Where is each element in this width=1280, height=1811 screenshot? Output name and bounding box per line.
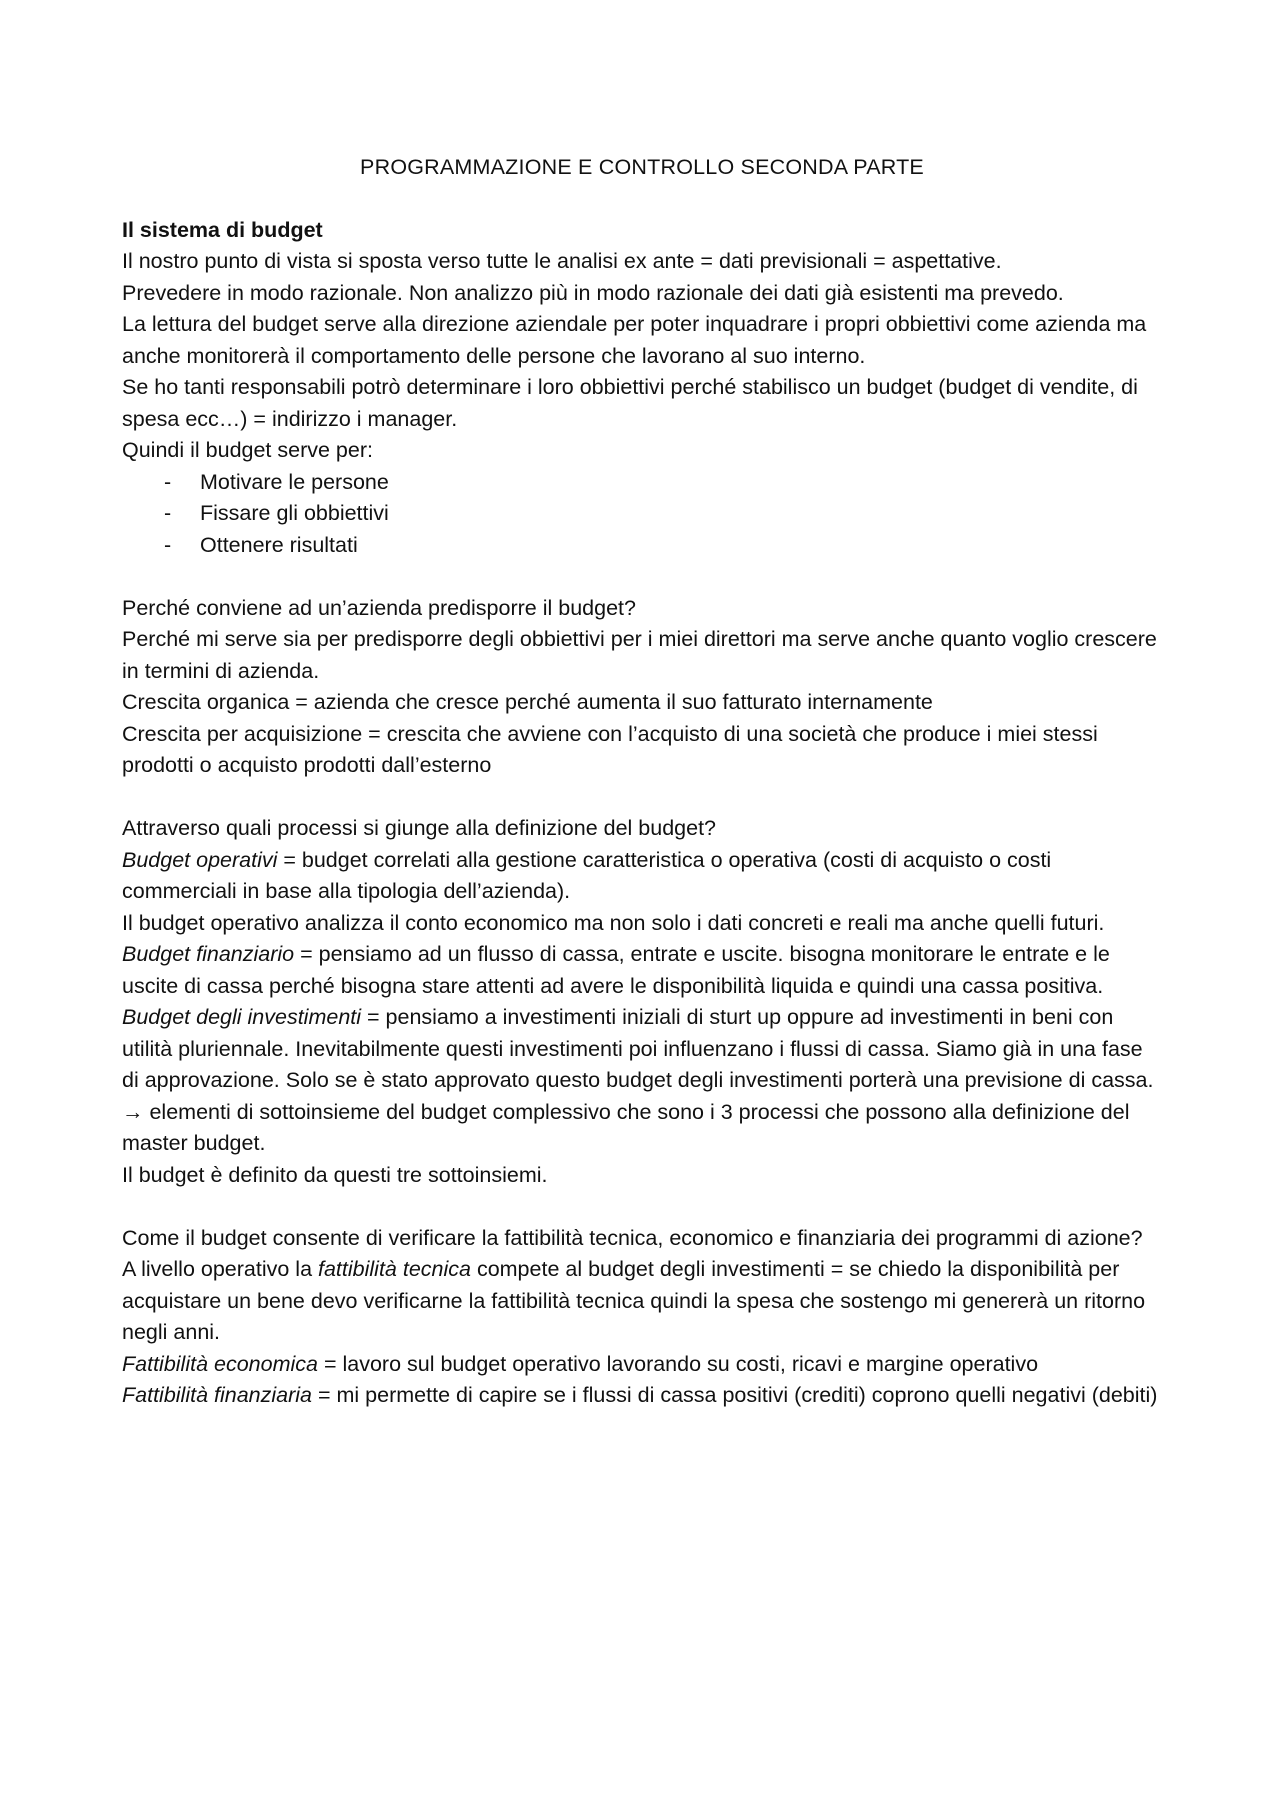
- paragraph: Quindi il budget serve per:: [122, 438, 373, 462]
- list-item: [122, 498, 1162, 530]
- list-item-text: Ottenere risultati: [200, 532, 358, 557]
- spacer: [122, 561, 1162, 593]
- paragraph: La lettura del budget serve alla direzione aziendale per poter inquadrare i propri obbiettivi come azienda ma anche monitorerà il comportamento delle persone che lavorano al suo interno.: [122, 312, 1147, 368]
- definition-text: = budget correlati alla gestione caratteristica o operativa (costi di acquisto o costi commerciali in base alla tipologia dell’azienda).: [122, 847, 1052, 903]
- dash-bullet: -: [164, 501, 172, 525]
- definition-text: = pensiamo ad un flusso di cassa, entrate e uscite. bisogna monitorare le entrate e le uscite di cassa perché bisogna stare attenti ad avere le disponibilità liquida e quindi una cassa positiva.: [122, 942, 1110, 998]
- definition-text: elementi di sottoinsieme del budget complessivo che sono i 3 processi che possono alla definizione del master budget.: [122, 1099, 1130, 1155]
- paragraph: Prevedere in modo razionale. Non analizzo più in modo razionale dei dati già esistenti ma prevedo.: [122, 280, 1064, 305]
- definition-text: = mi permette di capire se i flussi di cassa positivi (crediti) coprono quelli negativi (debiti): [312, 1383, 1158, 1407]
- spacer: [122, 782, 1162, 814]
- dash-bullet: -: [164, 469, 172, 494]
- paragraph: Il budget operativo analizza il conto economico ma non solo i dati concreti e reali ma anche quelli futuri.: [122, 910, 1105, 935]
- definition-text: = pensiamo a investimenti iniziali di sturt up oppure ad investimenti in beni con utilità pluriennale. Inevitabilmente questi investimenti poi influenzano i flussi di cassa. Siamo già in una fase di approvazione. Solo se è stato approvato questo budget degli investimenti porterà una previsione di cassa.: [122, 1005, 1154, 1092]
- section-heading: Il sistema di budget: [122, 217, 323, 242]
- term: Budget degli investimenti: [122, 1005, 362, 1029]
- paragraph: Crescita organica = azienda che cresce perché aumenta il suo fatturato internamente: [122, 690, 933, 714]
- term: fattibilità tecnica: [318, 1257, 471, 1281]
- paragraph: [122, 845, 1162, 908]
- document-title: PROGRAMMAZIONE E CONTROLLO SECONDA PARTE: [360, 155, 924, 179]
- paragraph: Il nostro punto di vista si sposta verso tutte le analisi ex ante = dati previsionali = aspettative.: [122, 249, 1002, 273]
- list-item: [122, 530, 1162, 562]
- paragraph: Crescita per acquisizione = crescita che avviene con l’acquisto di una società che produce i miei stessi prodotti o acquisto prodotti dall’esterno: [122, 721, 1098, 777]
- paragraph: [122, 1002, 1162, 1097]
- paragraph: [122, 939, 1162, 1002]
- paragraph: Perché mi serve sia per predisporre degli obbiettivi per i miei direttori ma serve anche quanto voglio crescere in termini di azienda.: [122, 627, 1157, 683]
- dash-bullet: -: [164, 532, 172, 557]
- question: Attraverso quali processi si giunge alla definizione del budget?: [122, 816, 717, 840]
- paragraph: [122, 1254, 1162, 1349]
- definition-text: = lavoro sul budget operativo lavorando su costi, ricavi e margine operativo: [317, 1351, 1039, 1376]
- bullet-list: [122, 467, 1162, 562]
- paragraph: Se ho tanti responsabili potrò determinare i loro obbiettivi perché stabilisco un budget (budget di vendite, di spesa ecc…) = indirizzo i manager.: [122, 375, 1138, 431]
- paragraph: [122, 1349, 1162, 1381]
- list-item: [122, 467, 1162, 499]
- list-item-text: Fissare gli obbiettivi: [200, 501, 389, 525]
- term: Budget finanziario: [122, 942, 295, 966]
- paragraph: [122, 1097, 1162, 1160]
- document-page: [122, 152, 1162, 1412]
- term: Fattibilità economica: [122, 1351, 318, 1376]
- question: Perché conviene ad un’azienda predisporre il budget?: [122, 595, 636, 620]
- term: Budget operativi: [122, 847, 278, 872]
- paragraph: Il budget è definito da questi tre sottoinsiemi.: [122, 1162, 548, 1187]
- spacer: [122, 1191, 1162, 1223]
- arrow-icon: →: [122, 1099, 144, 1124]
- paragraph: [122, 1380, 1162, 1412]
- definition-text: A livello operativo la: [122, 1257, 318, 1281]
- list-item-text: Motivare le persone: [200, 469, 389, 494]
- term: Fattibilità finanziaria: [122, 1383, 313, 1407]
- question: Come il budget consente di verificare la fattibilità tecnica, economico e finanziaria dei programmi di azione?: [122, 1225, 1143, 1250]
- definition-text: compete al budget degli investimenti = se chiedo la disponibilità per acquistare un bene devo verificarne la fattibilità tecnica quindi la spesa che sostengo mi genererà un ritorno negli anni.: [122, 1257, 1146, 1344]
